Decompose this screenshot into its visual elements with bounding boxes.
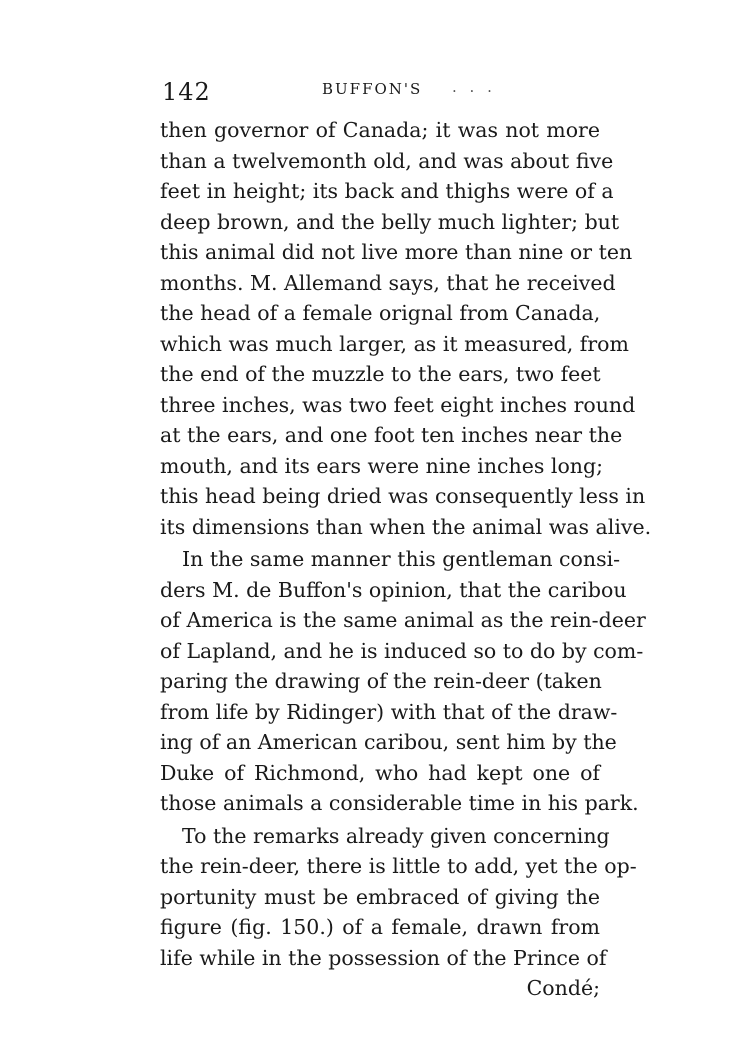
text-line: then governor of Canada; it was not more [160, 118, 600, 142]
running-head: BUFFON'S [322, 80, 423, 98]
text-line: its dimensions than when the animal was alive. [160, 514, 652, 539]
text-line: the rein-deer, there is little to add, yet the op- [160, 854, 637, 878]
text-line: mouth, and its ears were nine inches long; [160, 453, 604, 478]
text-line: In the same manner this gentleman consi- [182, 547, 621, 571]
text-line: this animal did not live more than nine or ten [160, 240, 633, 264]
text-line: feet in height; its back and thighs were of a [160, 179, 614, 203]
text-line: deep brown, and the belly much lighter; but [160, 209, 620, 234]
text-line: figure (fig. 150.) of a female, drawn from [160, 915, 600, 939]
page-number: 142 [162, 78, 211, 106]
text-line: ders M. de Buffon's opinion, that the caribou [160, 577, 627, 602]
paragraph [160, 115, 652, 542]
text-line: three inches, was two feet eight inches round [160, 392, 636, 417]
catchword: Condé; [526, 976, 600, 1000]
text-line: the head of a female orignal from Canada, [160, 301, 601, 325]
text-line: which was much larger, as it measured, from [160, 331, 629, 356]
text-line: than a twelvemonth old, and was about five [160, 148, 614, 173]
text-line: paring the drawing of the rein-deer (taken [160, 669, 602, 693]
text-line: months. M. Allemand says, that he received [160, 270, 616, 295]
text-line: To the remarks already given concerning [182, 823, 610, 848]
text-line: at the ears, and one foot ten inches near the [160, 423, 623, 447]
page-header [162, 70, 622, 110]
text-line: the end of the muzzle to the ears, two feet [160, 362, 601, 386]
text-line: ing of an American caribou, sent him by the [160, 730, 617, 754]
text-line: this head being dried was consequently less in [160, 484, 646, 508]
text-line: Duke of Richmond, who had kept one of [160, 760, 600, 785]
paragraph [160, 544, 646, 819]
running-head-dots: . . . [452, 78, 496, 96]
text-line: from life by Ridinger) with that of the draw- [160, 699, 618, 724]
text-line: of America is the same animal as the rein-deer [160, 608, 646, 632]
text-line: life while in the possession of the Prince of [160, 945, 607, 970]
text-line: of Lapland, and he is induced so to do by com- [160, 638, 644, 663]
text-line: portunity must be embraced of giving the [160, 884, 600, 909]
paragraph [160, 821, 637, 1004]
body-text [160, 115, 652, 1004]
text-line: those animals a considerable time in his park. [160, 791, 639, 815]
